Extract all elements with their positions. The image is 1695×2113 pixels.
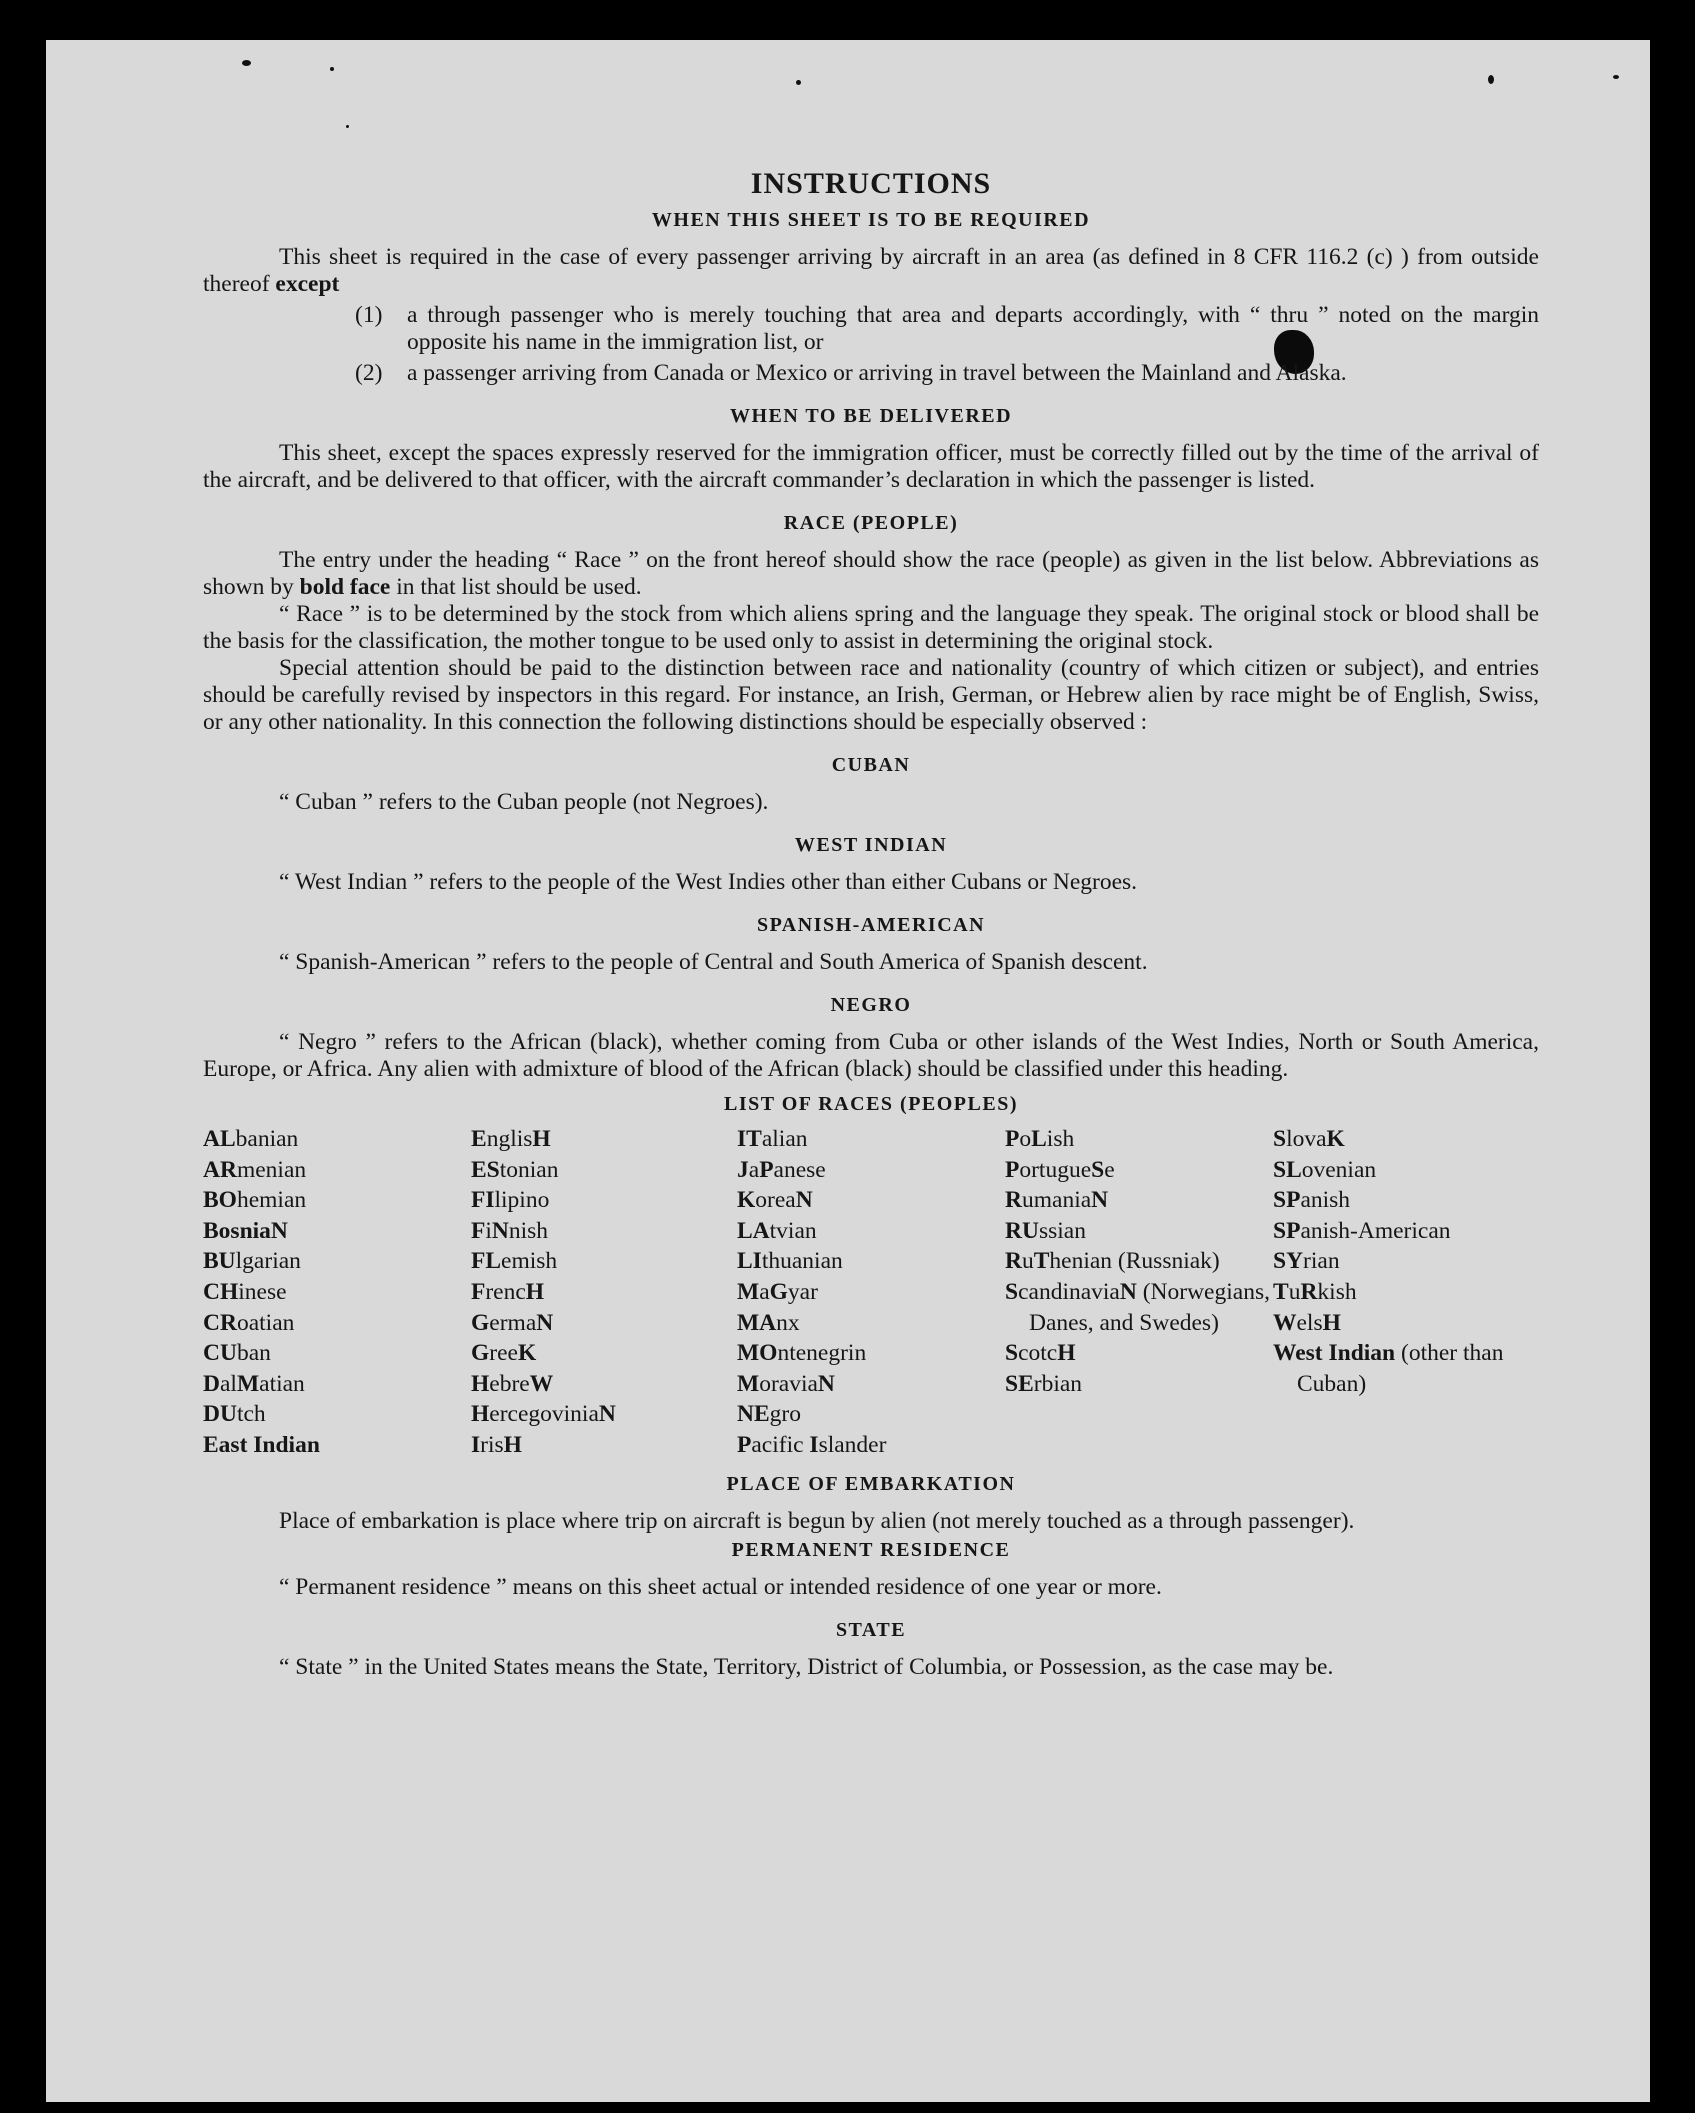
race-entry: EnglisH xyxy=(471,1126,551,1152)
race-entry: FrencH xyxy=(471,1278,545,1305)
races-column xyxy=(203,1124,471,1461)
required-intro: This sheet is required in the case of every passenger arriving by aircraft in an area (as defined in 8 CFR 116.2 (c) ) from outside thereof except xyxy=(203,244,1539,297)
race-entry: SPanish-American xyxy=(1273,1217,1451,1244)
residence-text: “ Permanent residence ” means on this sheet actual or intended residence of one year or more. xyxy=(279,1573,1162,1600)
race-entry: DUtch xyxy=(203,1401,266,1428)
race-entry: PortugueSe xyxy=(1005,1156,1115,1183)
race-entry: HebreW xyxy=(471,1370,554,1397)
except-emphasis: except xyxy=(275,271,340,297)
heading-residence: PERMANENT RESIDENCE xyxy=(731,1538,1011,1561)
race-entry: ALbanian xyxy=(203,1126,299,1152)
race-entry: CRoatian xyxy=(203,1309,295,1336)
race-entry: MAnx xyxy=(737,1309,800,1336)
races-column xyxy=(1005,1124,1273,1461)
race-entry: DalMatian xyxy=(203,1370,305,1397)
race-entry: RuThenian (Russniak) xyxy=(1005,1248,1220,1275)
page-title: INSTRUCTIONS xyxy=(750,167,992,200)
race-entry: MOntenegrin xyxy=(737,1340,867,1367)
race-entry: East Indian xyxy=(203,1431,320,1458)
race-entry: CUban xyxy=(203,1340,271,1367)
race-entry: SlovaK xyxy=(1273,1126,1345,1152)
cuban-text: “ Cuban ” refers to the Cuban people (not Negroes). xyxy=(279,789,769,815)
heading-list-of-races: LIST OF RACES (PEOPLES) xyxy=(723,1093,1018,1115)
race-entry: GermaN xyxy=(471,1309,554,1336)
race-entry: LIthuanian xyxy=(737,1248,843,1275)
exception-item-1: (1) a through passenger who is merely touching that area and departs accordingly, with “ thru ” noted on the margin opposite his name in the immigration list, or xyxy=(355,302,1539,355)
race-entry: KoreaN xyxy=(737,1187,813,1214)
race-entry: WelsH xyxy=(1273,1309,1341,1336)
race-entry: BosniaN xyxy=(203,1217,288,1244)
race-entry: LAtvian xyxy=(737,1217,817,1244)
delivered-text: This sheet, except the spaces expressly reserved for the immigration officer, must be correctly filled out by the time of the arrival of the aircraft, and be delivered to that officer, with the aircraft commander’s declaration in which the passenger is listed. xyxy=(203,440,1539,493)
race-entry: FiNnish xyxy=(471,1217,549,1244)
race-entry: HercegoviniaN xyxy=(471,1401,616,1428)
race-entry: JaPanese xyxy=(737,1156,826,1183)
race-entry: PoLish xyxy=(1005,1126,1075,1152)
race-paragraph-1: The entry under the heading “ Race ” on the front hereof should show the race (people) as given in the list below. Abbreviations as shown by bold face in that list should be used. xyxy=(203,547,1539,600)
races-list xyxy=(203,1124,1539,1461)
race-entry: BUlgarian xyxy=(203,1248,301,1275)
race-entry: ITalian xyxy=(737,1126,808,1152)
race-entry: MaGyar xyxy=(737,1278,818,1305)
race-entry: BOhemian xyxy=(203,1187,307,1214)
races-column xyxy=(1273,1124,1539,1461)
negro-text: “ Negro ” refers to the African (black), whether coming from Cuba or other islands of the West Indies, North or South America, Europe, or Africa. Any alien with admixture of blood of the African (black) should be classified under this heading. xyxy=(203,1029,1539,1082)
heading-required: WHEN THIS SHEET IS TO BE REQUIRED xyxy=(651,209,1091,231)
embarkation-text: Place of embarkation is place where trip on aircraft is begun by alien (not merely touched as a through passenger). xyxy=(279,1507,1355,1534)
race-paragraph-2: “ Race ” is to be determined by the stock from which aliens spring and the language they speak. The original stock or blood shall be the basis for the classification, the mother tongue to be used only to assist in determining the original stock. xyxy=(203,601,1539,654)
race-paragraph-3: Special attention should be paid to the distinction between race and nationality (country of which citizen or subject), and entries should be carefully revised by inspectors in this regard. For instance, an Irish, German, or Hebrew alien by race might be of English, Swiss, or any other nationality. In this connection the following distinctions should be especially observed : xyxy=(203,655,1539,735)
heading-west-indian: WEST INDIAN xyxy=(794,834,948,856)
race-entry: ScotcH xyxy=(1005,1340,1076,1367)
scan-speck xyxy=(330,67,334,71)
race-entry: MoraviaN xyxy=(737,1370,835,1397)
heading-state: STATE xyxy=(835,1618,907,1641)
race-entry: FIlipino xyxy=(471,1187,550,1214)
scan-speck xyxy=(242,60,251,66)
scan-speck xyxy=(1613,75,1619,79)
race-entry: SLovenian xyxy=(1273,1156,1377,1183)
race-entry: ARmenian xyxy=(203,1156,307,1183)
heading-race: RACE (PEOPLE) xyxy=(783,512,959,534)
race-entry: CHinese xyxy=(203,1278,287,1305)
race-entry: NEgro xyxy=(737,1401,801,1428)
state-text: “ State ” in the United States means the State, Territory, District of Columbia, or Possession, as the case may be. xyxy=(279,1653,1334,1680)
race-entry: SErbian xyxy=(1005,1370,1083,1397)
instructions-body xyxy=(203,167,1539,1681)
heading-spanish-american: SPANISH-AMERICAN xyxy=(756,914,986,936)
race-entry: RumaniaN xyxy=(1005,1187,1109,1214)
scan-speck xyxy=(346,125,349,128)
race-entry: ScandinaviaN (Norwegians, Danes, and Swedes) xyxy=(1005,1278,1270,1336)
spanish-american-text: “ Spanish-American ” refers to the people of Central and South America of Spanish descent. xyxy=(279,949,1148,975)
heading-cuban: CUBAN xyxy=(831,754,911,776)
west-indian-text: “ West Indian ” refers to the people of the West Indies other than either Cubans or Negroes. xyxy=(279,869,1138,895)
race-entry: EStonian xyxy=(471,1156,559,1183)
race-entry: GreeK xyxy=(471,1340,537,1367)
race-entry: FLemish xyxy=(471,1248,558,1275)
race-entry: Pacific Islander xyxy=(737,1431,887,1458)
race-entry: West Indian (other than Cuban) xyxy=(1273,1340,1504,1397)
exception-item-2: (2) a passenger arriving from Canada or Mexico or arriving in travel between the Mainland and Alaska. xyxy=(355,360,1347,386)
race-entry: TuRkish xyxy=(1273,1278,1357,1305)
scan-speck xyxy=(1488,75,1494,84)
races-column xyxy=(471,1124,737,1461)
heading-negro: NEGRO xyxy=(830,994,912,1016)
races-column xyxy=(737,1124,1005,1461)
race-entry: RUssian xyxy=(1005,1217,1086,1244)
heading-embarkation: PLACE OF EMBARKATION xyxy=(726,1472,1016,1495)
scan-speck xyxy=(796,80,801,85)
race-entry: SPanish xyxy=(1273,1187,1351,1214)
heading-delivered: WHEN TO BE DELIVERED xyxy=(729,405,1013,427)
race-entry: SYrian xyxy=(1273,1248,1340,1275)
race-entry: IrisH xyxy=(471,1431,522,1458)
document-page xyxy=(46,40,1650,2102)
